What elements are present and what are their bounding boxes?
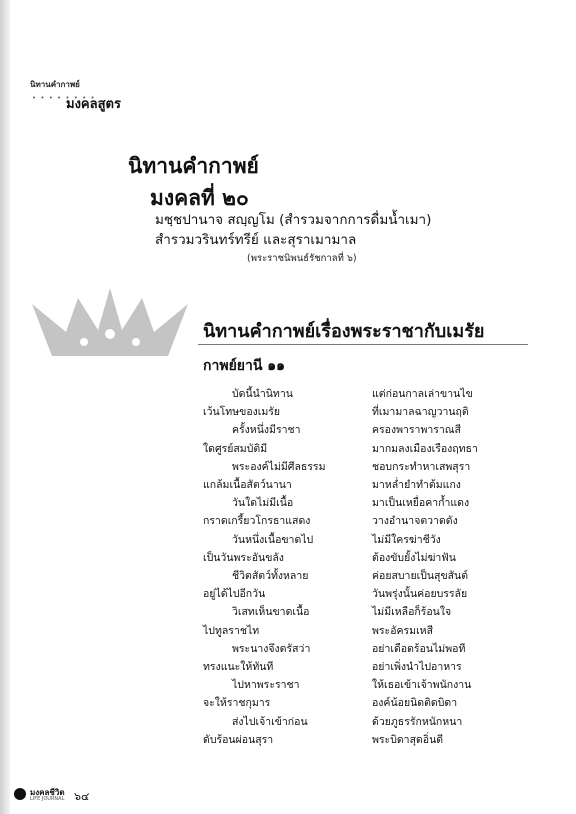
- verse-first-half: ส่งไปเจ้าเข้าก่อน: [232, 716, 308, 728]
- header-dots: • • • • • • • •: [32, 94, 96, 102]
- meaning-line: สำรวมวรินทร์ทรีย์ และสุราเมามาล: [155, 232, 357, 248]
- verse-second-half: วันพรุ่งนั้นค่อยบรรลัย: [372, 588, 468, 600]
- verse-second-half: ต้องขับยั้งไม่ฆ่าฟัน: [372, 552, 456, 564]
- verse-second-half: พระอัครมเหสี: [372, 625, 434, 637]
- verse-second-half: มาหล่ำยำทำต้มแกง: [372, 479, 461, 491]
- verse-first-half: แกล้มเนื้อสัตว์นานา: [203, 479, 292, 491]
- verse-first-half: วิเสทเห็นขาดเนื้อ: [232, 606, 310, 618]
- page-subtitle: มงคลที่ ๒๐: [150, 186, 249, 210]
- crown-icon: [32, 288, 188, 356]
- verse-second-half: มาเป็นเหยื่อคาก้ำแดง: [372, 497, 470, 509]
- verse-first-half: ดับร้อนผ่อนสุรา: [203, 734, 274, 746]
- section-title: นิทานคำกาพย์เรื่องพระราชากับเมรัย: [203, 321, 485, 342]
- verse-first-half: วันหนึ่งเนื้อขาดไป: [232, 534, 314, 546]
- verse-second-half: ด้วยภูธรรักหนักหนา: [372, 716, 463, 728]
- magazine-subtitle: LIFE JOURNAL: [30, 796, 65, 802]
- pali-line: มชฺชปานาจ สญฺญโม (สำรวมจากการดื่มน้ำเมา): [155, 212, 432, 228]
- verse-second-half: ไม่มีเหลือก็ร้อนใจ: [372, 606, 452, 618]
- header-section-label: มงคลสูตร: [66, 97, 121, 112]
- verse-second-half: ค่อยสบายเป็นสุขสันต์: [372, 570, 469, 582]
- verse-second-half: มากมลงเมืองเรืองฤทธา: [372, 443, 478, 455]
- verse-first-half: วันใดไม่มีเนื้อ: [232, 497, 294, 509]
- section-divider: [198, 344, 528, 345]
- page-margin-shade: [0, 0, 10, 814]
- verse-second-half: แต่ก่อนกาลเล่าขานไข: [372, 388, 473, 400]
- magazine-name: มงคลชีวิต: [30, 788, 65, 797]
- page-number: ๖๔: [74, 790, 90, 803]
- verse-second-half: ที่เมามาลฉาญวานฤติ: [372, 406, 469, 418]
- verse-second-half: พระบิดาสุดอิ่นดี: [372, 734, 444, 746]
- verse-second-half: ครองพาราพาราณสี: [372, 424, 461, 436]
- author-reference: (พระราชนิพนธ์รัชกาลที่ ๖): [247, 253, 357, 264]
- verse-first-half: เป็นวันพระอันขลัง: [203, 552, 284, 564]
- verse-first-half: อยู่ได้ไปอีกวัน: [203, 588, 266, 600]
- verse-first-half: ทรงแนะให้ทันที: [203, 661, 274, 673]
- verse-first-half: จะให้ราชกุมาร: [203, 697, 271, 709]
- verse-first-half: พระองค์ไม่มีศีลธรรม: [232, 461, 326, 473]
- header-series-label: นิทานคำกาพย์: [30, 80, 80, 89]
- verse-first-half: พระนางจึงตรัสว่า: [232, 643, 311, 655]
- verse-first-half: เว้นโทษของเมรัย: [203, 406, 281, 418]
- magazine-logo-icon: [14, 788, 26, 800]
- verse-first-half: ครั้งหนึ่งมีราชา: [232, 424, 301, 436]
- verse-second-half: อย่าเดือดร้อนไม่พอที: [372, 643, 466, 655]
- verse-second-half: ไม่มีใครฆ่าชีวัง: [372, 534, 441, 546]
- verse-second-half: ชอบกระทำหาเสพสุรา: [372, 461, 471, 473]
- verse-first-half: บัดนี้นำนิทาน: [232, 388, 293, 400]
- verse-second-half: วางอำนาจตวาดดัง: [372, 515, 458, 527]
- verse-first-half: ไปหาพระราชา: [232, 679, 300, 691]
- header-tag: [30, 80, 170, 112]
- verse-form-label: กาพย์ยานี ๑๑: [203, 358, 286, 374]
- verse-second-half: ให้เธอเข้าเจ้าพนักงาน: [372, 679, 472, 691]
- verse-first-half: ใดศูรย์สมบัติมี: [203, 443, 268, 455]
- footer: [14, 786, 214, 806]
- verse-second-half: อย่าเพิ่งนำไปอาหาร: [372, 661, 462, 673]
- page-title: นิทานคำกาพย์: [128, 154, 259, 178]
- verse-first-half: กราดเกรี้ยวโกรธาแสดง: [203, 515, 311, 527]
- verse-first-half: ไปทูลราชไท: [203, 625, 260, 637]
- verse-first-half: ชีวิตสัตว์ทั้งหลาย: [232, 570, 309, 582]
- verse-second-half: องค์น้อยนิดติดบิดา: [372, 697, 458, 709]
